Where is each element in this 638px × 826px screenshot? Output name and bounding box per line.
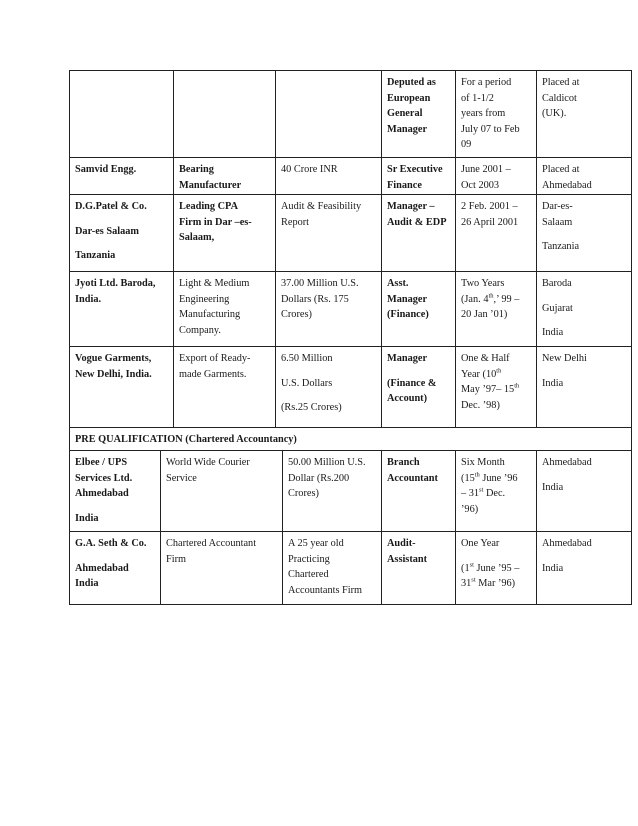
- company-cell: [70, 451, 160, 531]
- cell-line: Caldicot: [542, 92, 577, 104]
- cell-line: 6.50 Million: [281, 353, 333, 364]
- section-heading-row: [69, 428, 632, 451]
- cell-line: July 07 to Feb: [461, 123, 520, 135]
- cell-line: Ahmedabad: [75, 562, 129, 574]
- cell-line: Baroda: [542, 278, 572, 289]
- table-row: [69, 272, 632, 347]
- cell-line: India: [542, 327, 564, 339]
- cell-line: Salaam,: [179, 232, 215, 244]
- period-cell: [455, 532, 536, 604]
- cell-line: 31st Mar ’96): [461, 576, 516, 590]
- cell-line: Firm in Dar –es-: [179, 216, 252, 228]
- cell-line: General: [387, 108, 423, 120]
- location-cell: [536, 158, 631, 194]
- cell-line: Deputed as: [387, 77, 436, 88]
- table-row: [69, 70, 632, 158]
- cell-line: Samvid Engg.: [75, 164, 137, 175]
- cell-line: Tanzania: [542, 241, 580, 253]
- cell-line: Branch: [387, 457, 420, 468]
- cell-line: of 1-1/2: [461, 92, 494, 104]
- company-cell: [70, 158, 173, 194]
- cell-line: Elbee / UPS: [75, 457, 128, 468]
- cell-line: India.: [75, 293, 102, 305]
- cell-line: years from: [461, 108, 506, 120]
- size-cell: [275, 272, 381, 346]
- cell-line: 26 April 2001: [461, 216, 519, 228]
- cell-line: Accountants Firm: [288, 584, 363, 596]
- cell-line: Company.: [179, 324, 221, 336]
- size-cell: [275, 71, 381, 157]
- cell-line: May ’97– 15th: [461, 382, 520, 396]
- designation-cell: [381, 532, 455, 604]
- cell-line: Leading CPA: [179, 201, 239, 212]
- designation-cell: [381, 347, 455, 427]
- cell-line: Chartered: [288, 569, 329, 581]
- cell-line: European: [387, 92, 431, 104]
- table-row: [69, 347, 632, 428]
- cell-line: Ahmedabad: [542, 179, 592, 191]
- cell-line: Accountant: [387, 472, 438, 484]
- cell-line: One Year: [461, 538, 500, 549]
- cell-line: Account): [387, 393, 428, 405]
- table-row: [69, 451, 632, 532]
- cell-line: Dar-es-: [542, 201, 573, 212]
- period-cell: [455, 158, 536, 194]
- cell-line: Ahmedabad: [542, 457, 592, 468]
- business-cell: [173, 347, 275, 427]
- cell-line: Practicing: [288, 553, 330, 565]
- cell-line: Tanzania: [75, 250, 116, 262]
- cell-line: Export of Ready-: [179, 353, 251, 364]
- cell-line: Salaam: [542, 216, 573, 228]
- cell-line: (15th June ’96: [461, 471, 518, 484]
- cell-line: Report: [281, 216, 310, 228]
- cell-line: Sr Executive: [387, 164, 443, 175]
- size-cell: [282, 532, 381, 604]
- designation-cell: [381, 195, 455, 271]
- cell-line: D.G.Patel & Co.: [75, 201, 147, 212]
- table-row: [69, 195, 632, 272]
- company-cell: [70, 195, 173, 271]
- cell-line: Ahmedabad: [542, 538, 592, 549]
- size-cell: [275, 347, 381, 427]
- business-cell: [173, 71, 275, 157]
- cell-line: India: [75, 578, 99, 590]
- business-cell: [173, 158, 275, 194]
- cell-line: For a period: [461, 77, 512, 88]
- location-cell: [536, 71, 631, 157]
- cell-line: Manufacturer: [179, 179, 242, 191]
- cell-line: New Delhi, India.: [75, 368, 152, 380]
- cell-line: Placed at: [542, 164, 580, 175]
- cell-line: (1st June ’95 –: [461, 561, 520, 574]
- cell-line: Assistant: [387, 553, 428, 565]
- cell-line: Dollars (Rs. 175: [281, 293, 349, 305]
- cell-line: (UK).: [542, 108, 567, 120]
- cell-line: 37.00 Million U.S.: [281, 278, 359, 289]
- designation-cell: [381, 158, 455, 194]
- cell-line: India: [75, 512, 99, 524]
- cell-line: Finance: [387, 179, 422, 191]
- size-cell: [282, 451, 381, 531]
- cell-line: (Finance &: [387, 377, 437, 389]
- cell-line: New Delhi: [542, 353, 587, 364]
- cell-line: Oct 2003: [461, 179, 500, 191]
- cell-line: Year (10th: [461, 367, 502, 380]
- cell-line: India: [542, 562, 564, 574]
- cell-line: 09: [461, 139, 472, 151]
- cell-line: (Finance): [387, 309, 429, 321]
- cell-line: Asst.: [387, 278, 409, 289]
- cell-line: Manager: [387, 353, 428, 364]
- size-cell: [275, 195, 381, 271]
- cell-line: made Garments.: [179, 368, 247, 380]
- cell-line: World Wide Courier: [166, 457, 250, 468]
- cell-line: Manager: [387, 293, 428, 305]
- location-cell: [536, 347, 631, 427]
- business-cell: [173, 195, 275, 271]
- location-cell: [536, 272, 631, 346]
- cell-line: Audit & Feasibility: [281, 201, 362, 212]
- cell-line: Manager: [387, 123, 428, 135]
- cell-line: (Jan. 4th,’ 99 –: [461, 292, 520, 305]
- experience-table: [69, 70, 632, 605]
- cell-line: Audit & EDP: [387, 216, 447, 228]
- period-cell: [455, 347, 536, 427]
- cell-line: 40 Crore INR: [281, 164, 338, 175]
- section-heading: PRE QUALIFICATION (Chartered Accountancy): [75, 434, 297, 445]
- cell-line: Placed at: [542, 77, 580, 88]
- cell-line: A 25 year old: [288, 538, 344, 549]
- cell-line: Engineering: [179, 293, 230, 305]
- cell-line: Six Month: [461, 457, 505, 468]
- cell-line: Dollar (Rs.200: [288, 472, 350, 484]
- cell-line: India: [542, 481, 564, 493]
- cell-line: Ahmedabad: [75, 488, 129, 500]
- cell-line: G.A. Seth & Co.: [75, 538, 147, 549]
- cell-line: Crores): [288, 488, 319, 500]
- location-cell: [536, 195, 631, 271]
- cell-line: India: [542, 377, 564, 389]
- cell-line: ’96): [461, 503, 479, 515]
- period-cell: [455, 451, 536, 531]
- cell-line: 2 Feb. 2001 –: [461, 201, 518, 212]
- cell-line: Manufacturing: [179, 309, 241, 321]
- designation-cell: [381, 71, 455, 157]
- period-cell: [455, 272, 536, 346]
- cell-line: Firm: [166, 553, 187, 565]
- table-row: [69, 158, 632, 195]
- cell-line: Services Ltd.: [75, 472, 133, 484]
- location-cell: [536, 451, 631, 531]
- company-cell: [70, 532, 160, 604]
- cell-line: Gujarat: [542, 302, 573, 314]
- cell-line: Dar-es Salaam: [75, 225, 139, 237]
- company-cell: [70, 347, 173, 427]
- cell-line: One & Half: [461, 353, 510, 364]
- size-cell: [275, 158, 381, 194]
- cell-line: Crores): [281, 309, 312, 321]
- cell-line: Chartered Accountant: [166, 538, 257, 549]
- business-cell: [173, 272, 275, 346]
- cell-line: Audit-: [387, 538, 416, 549]
- cell-line: U.S. Dollars: [281, 377, 333, 389]
- cell-line: Dec. ’98): [461, 399, 500, 411]
- company-cell: [70, 272, 173, 346]
- period-cell: [455, 195, 536, 271]
- table-row: [69, 532, 632, 605]
- business-cell: [160, 451, 282, 531]
- cell-line: – 31st Dec.: [461, 486, 506, 500]
- cell-line: Jyoti Ltd. Baroda,: [75, 278, 156, 289]
- cell-line: June 2001 –: [461, 164, 511, 175]
- cell-line: 20 Jan ’01): [461, 309, 508, 321]
- cell-line: 50.00 Million U.S.: [288, 457, 366, 468]
- cell-line: Vogue Garments,: [75, 353, 152, 364]
- period-cell: [455, 71, 536, 157]
- cell-line: Bearing: [179, 164, 214, 175]
- cell-line: (Rs.25 Crores): [281, 402, 342, 414]
- cell-line: Light & Medium: [179, 278, 250, 289]
- designation-cell: [381, 451, 455, 531]
- location-cell: [536, 532, 631, 604]
- business-cell: [160, 532, 282, 604]
- cell-line: Service: [166, 472, 197, 484]
- company-cell: [70, 71, 173, 157]
- cell-line: Manager –: [387, 201, 435, 212]
- designation-cell: [381, 272, 455, 346]
- cell-line: Two Years: [461, 278, 505, 289]
